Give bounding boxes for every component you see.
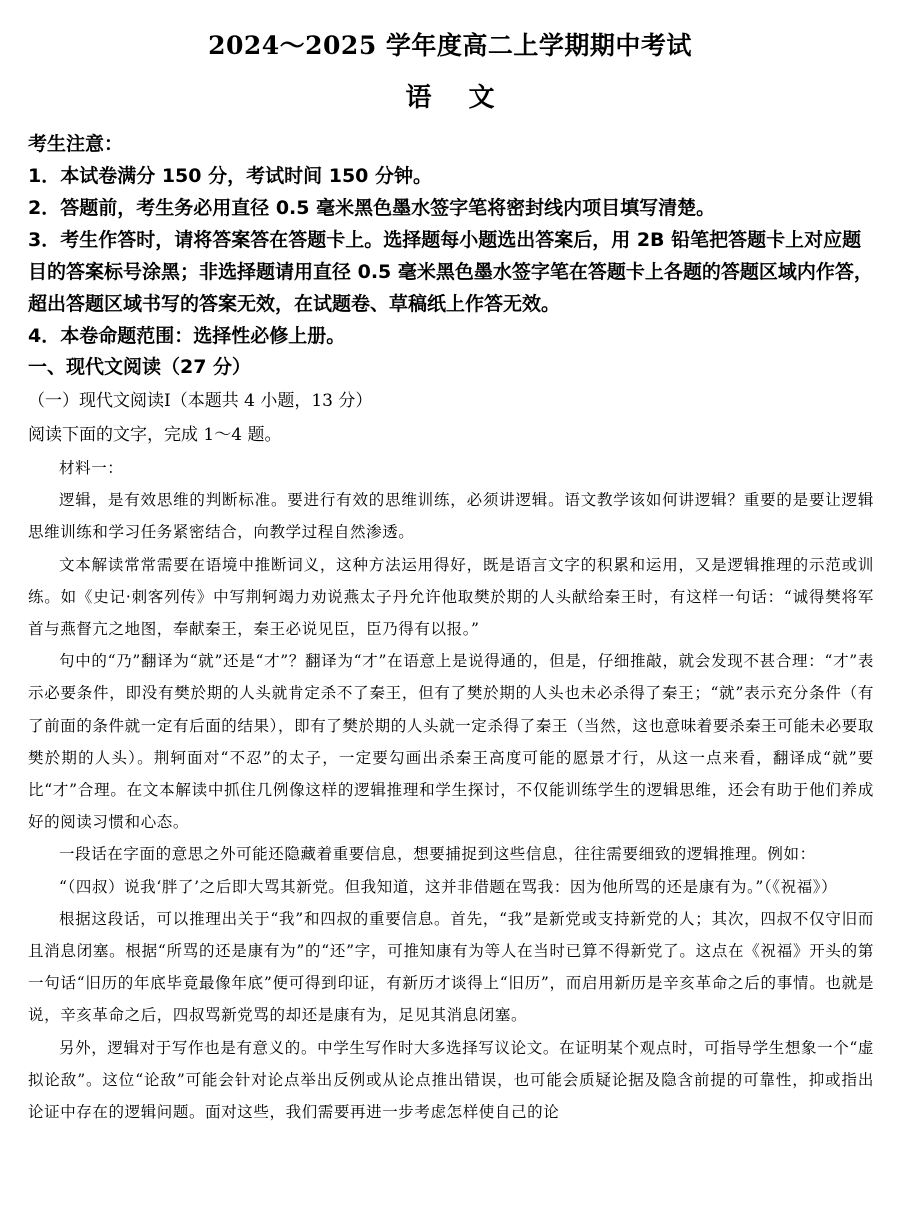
passage-paragraph: 根据这段话，可以推理出关于“我”和四叔的重要信息。首先，“我”是新党或支持新党的人；其次，四叔不仅守旧而且消息闭塞。根据“所骂的还是康有为”的“还”字，可推知康有为等人在当时已算不得新党了。这点在《祝福》开头的第一句话“旧历的年底毕竟最像年底”便可得到印证，有新历才谈得上“旧历”，而启用新历是辛亥革命之后的事情。也就是说，辛亥革命之后，四叔骂新党骂的却还是康有为，足见其消息闭塞。 (28, 909, 874, 1025)
passage-paragraph: 逻辑，是有效思维的判断标准。要进行有效的思维训练，必须讲逻辑。语文教学该如何讲逻辑？重要的是要让逻辑思维训练和学习任务紧密结合，向教学过程自然渗透。 (28, 491, 874, 542)
reading-passage (28, 452, 874, 1128)
exam-title: 2024～2025 学年度高二上学期期中考试 (208, 31, 692, 60)
material-label: 材料一： (59, 459, 124, 477)
notice-heading: 考生注意： (28, 133, 124, 155)
notice-item-2: 2．答题前，考生务必用直径 0.5 毫米黑色墨水签字笔将密封线内项目填写清楚。 (28, 197, 716, 219)
reading-instruction: 阅读下面的文字，完成 1～4 题。 (28, 425, 282, 445)
notice-item-3: 3．考生作答时，请将答案答在答题卡上。选择题每小题选出答案后，用 2B 铅笔把答题卡上对应题目的答案标号涂黑；非选择题请用直径 0.5 毫米黑色墨水签字笔在答题卡上各题的答题区域内作答，超出答题区域书写的答案无效，在试题卷、草稿纸上作答无效。 (28, 229, 873, 315)
subject-title: 语 文 (405, 83, 509, 113)
exam-notice (28, 128, 878, 352)
passage-paragraph: 一段话在字面的意思之外可能还隐藏着重要信息，想要捕捉到这些信息，往往需要细致的逻辑推理。例如： (59, 845, 816, 864)
notice-item-1: 1．本试卷满分 150 分，考试时间 150 分钟。 (28, 165, 433, 187)
passage-paragraph: 文本解读常常需要在语境中推断词义，这种方法运用得好，既是语言文字的积累和运用，又是逻辑推理的示范或训练。如《史记·刺客列传》中写荆轲竭力劝说燕太子丹允许他取樊於期的人头献给秦王时，有这样一句话：“诚得樊将军首与燕督亢之地图，奉献秦王，秦王必说见臣，臣乃得有以报。” (28, 555, 874, 639)
section-subheading: （一）现代文阅读Ⅰ（本题共 4 小题，13 分） (28, 391, 373, 411)
quoted-excerpt: “（四叔）说我‘胖了’之后即大骂其新党。但我知道，这并非借题在骂我：因为他所骂的还是康有为。”（《祝福》） (59, 877, 838, 896)
passage-paragraph: 另外，逻辑对于写作也是有意义的。中学生写作时大多选择写议论文。在证明某个观点时，可指导学生想象一个“虚拟论敌”。这位“论敌”可能会针对论点举出反例或从论点推出错误，也可能会质疑论据及隐含前提的可靠性，抑或指出论证中存在的逻辑问题。面对这些，我们需要再进一步考虑怎样使自己的论 (28, 1038, 874, 1122)
section-heading: 一、现代文阅读（27 分） (28, 356, 252, 378)
passage-paragraph: 句中的“乃”翻译为“就”还是“才”？翻译为“才”在语意上是说得通的，但是，仔细推敲，就会发现不甚合理：“才”表示必要条件，即没有樊於期的人头就肯定杀不了秦王，但有了樊於期的人头也未必杀得了秦王；“就”表示充分条件（有了前面的条件就一定有后面的结果），即有了樊於期的人头就一定杀得了秦王（当然，这也意味着要杀秦王可能未必要取樊於期的人头）。荆轲面对“不忍”的太子，一定要勾画出杀秦王高度可能的愿景才行，从这一点来看，翻译成“就”要比“才”合理。在文本解读中抓住几例像这样的逻辑推理和学生探讨，不仅能训练学生的逻辑思维，还会有助于他们养成好的阅读习惯和心态。 (28, 652, 874, 832)
notice-item-4: 4．本卷命题范围：选择性必修上册。 (28, 325, 346, 347)
